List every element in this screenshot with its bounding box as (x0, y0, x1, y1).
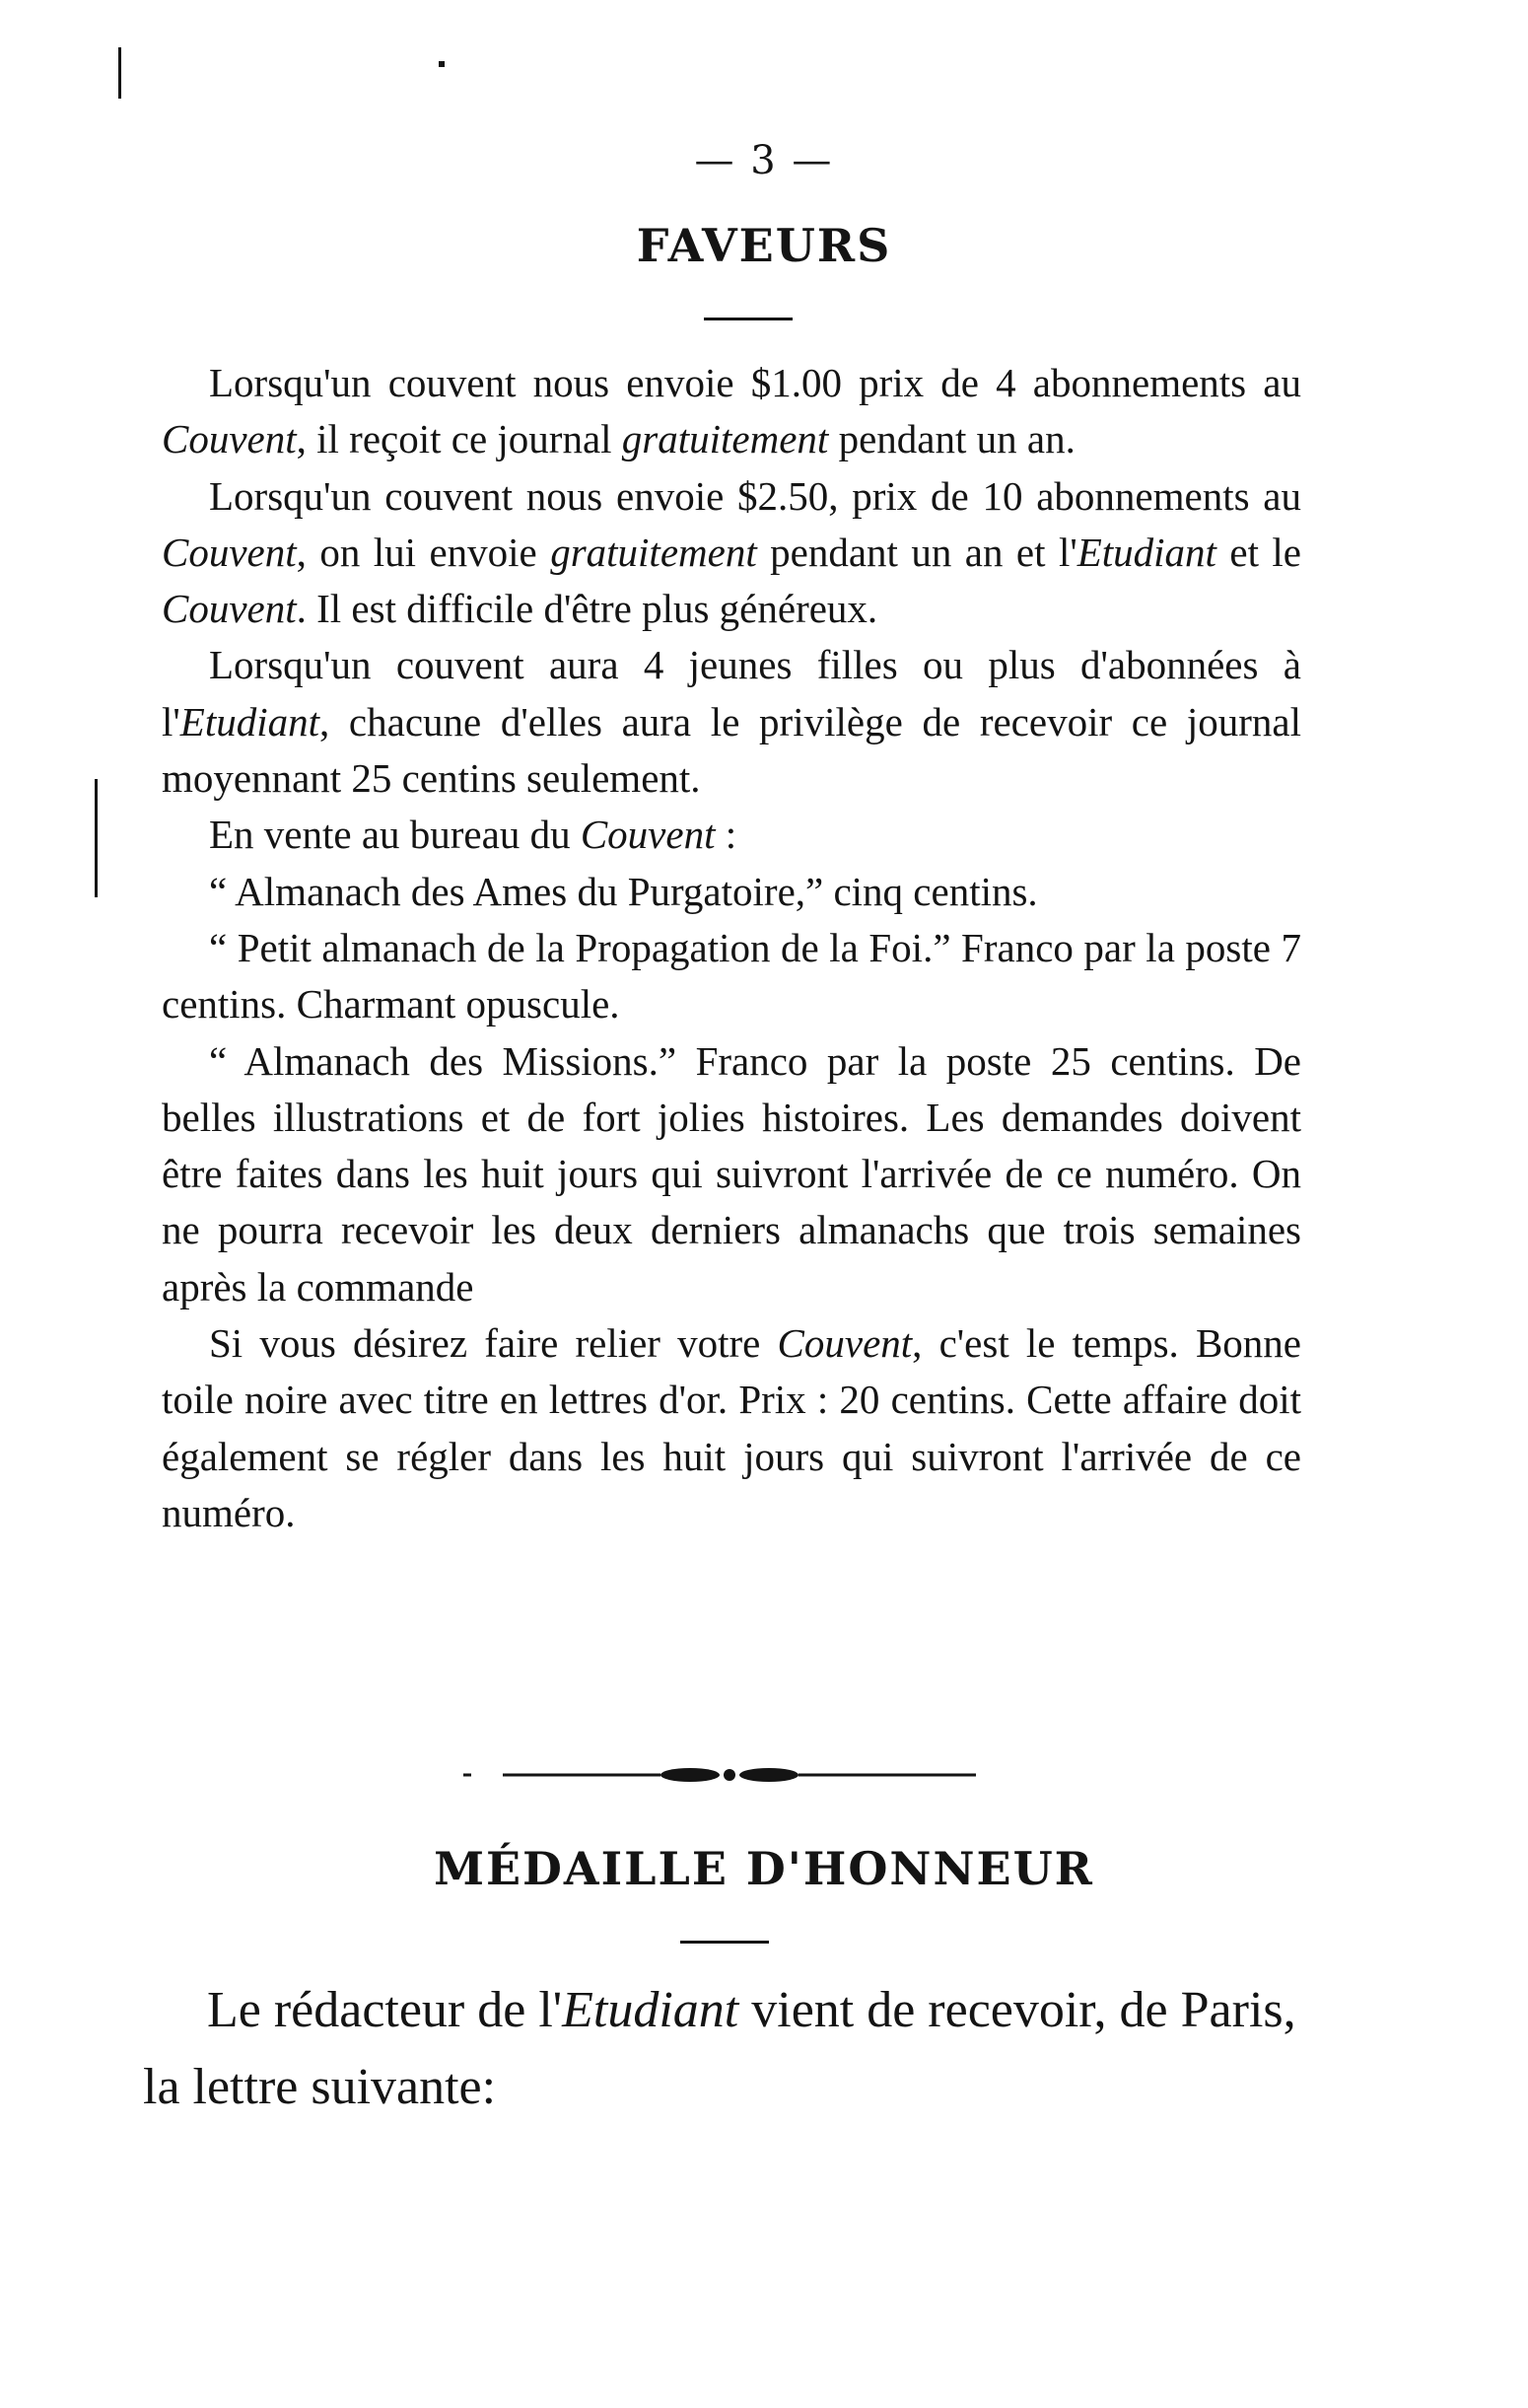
paragraph: Lorsqu'un couvent aura 4 jeunes filles ou plus d'abonnées à l'Etudiant, chacune d'elles aura le privilège de recevoir ce journal moyennant 25 centins seulement. (162, 642, 1301, 802)
paragraph: “ Petit almanach de la Propagation de la Foi.” Franco par la poste 7 centins. Charmant opuscule. (162, 924, 1301, 1027)
title-rule-faveurs (704, 318, 793, 320)
margin-mark-left (95, 779, 98, 897)
paragraph: Lorsqu'un couvent nous envoie $2.50, prix de 10 abonnements au Couvent, on lui envoie gratuitement pendant un an et l'Etudiant et le Couvent. Il est difficile d'être plus généreux. (162, 472, 1301, 632)
section-title-faveurs: FAVEURS (636, 219, 892, 272)
paragraph: Lorsqu'un couvent nous envoie $1.00 prix de 4 abonnements au Couvent, il reçoit ce journal gratuitement pendant un an. (162, 360, 1301, 462)
paragraph: Le rédacteur de l'Etudiant vient de recevoir, de Paris, la lettre suivante: (143, 1982, 1296, 2115)
medaille-intro (143, 1972, 1326, 2126)
paragraph: “ Almanach des Missions.” Franco par la poste 25 centins. De belles illustrations et de fort jolies histoires. Les demandes doivent être faites dans les huit jours qui suivront l'arrivée de ce numéro. On ne pourra recevoir les deux derniers almanachs que trois semaines après la commande (162, 1037, 1301, 1310)
faveurs-body (162, 355, 1301, 1541)
paragraph: En vente au bureau du Couvent : (209, 812, 737, 858)
ornament-divider (463, 1755, 1015, 1795)
paragraph: “ Almanach des Ames du Purgatoire,” cinq centins. (209, 868, 1038, 914)
page-number: — 3 — (694, 138, 834, 183)
margin-mark-dot (439, 61, 445, 67)
section-title-medaille: MÉDAILLE D'HONNEUR (434, 1842, 1094, 1895)
paragraph: Si vous désirez faire relier votre Couvent, c'est le temps. Bonne toile noire avec titre en lettres d'or. Prix : 20 centins. Cette affaire doit également se régler dans les huit jours qui suivront l'arrivée de ce numéro. (162, 1320, 1302, 1535)
title-rule-medaille (680, 1941, 769, 1944)
margin-mark-top (118, 47, 121, 99)
